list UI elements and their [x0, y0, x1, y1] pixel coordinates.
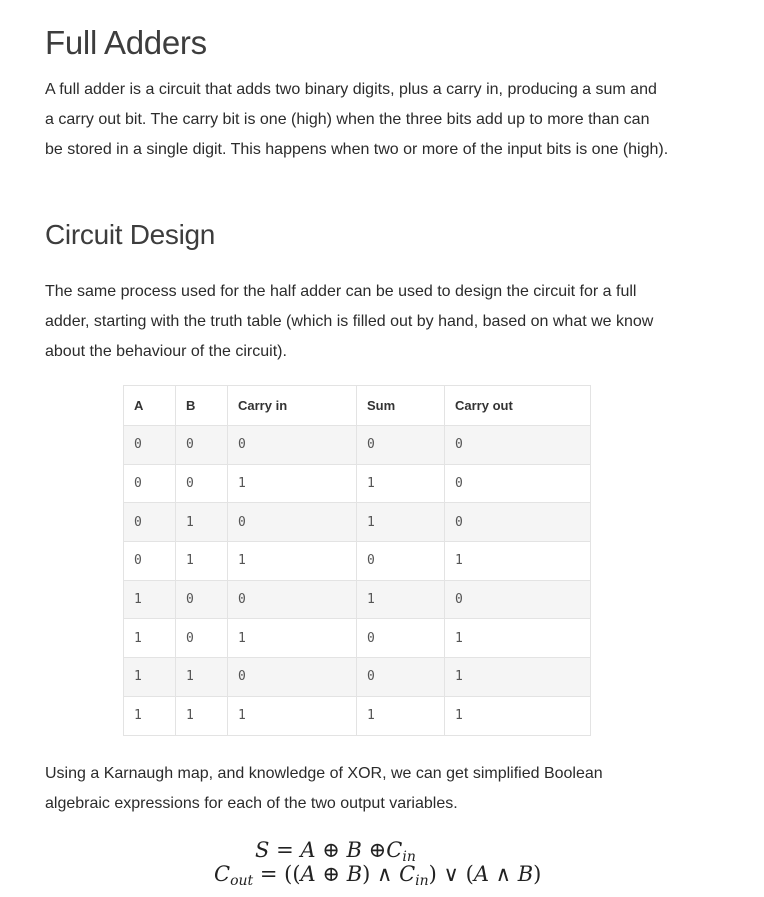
cell-b: 1 [176, 696, 228, 735]
cell-a: 1 [124, 658, 176, 697]
var-a: A [300, 862, 316, 886]
var-b: B [346, 838, 362, 862]
header-sum: Sum [357, 386, 445, 426]
cell-sum: 1 [357, 696, 445, 735]
and-operator: ∧ [495, 862, 512, 886]
header-carry-out: Carry out [445, 386, 591, 426]
cell-b: 0 [176, 580, 228, 619]
cell-carry-in: 0 [228, 658, 357, 697]
cell-b: 0 [176, 619, 228, 658]
sum-symbol: S [255, 838, 270, 862]
close-paren: ) [533, 862, 542, 886]
header-a: A [124, 386, 176, 426]
page-title: Full Adders [45, 24, 207, 61]
subscript-in: in [402, 849, 416, 865]
xor-operator: ⊕ [368, 838, 387, 862]
cell-carry-out: 1 [445, 658, 591, 697]
cell-carry-in: 0 [228, 503, 357, 542]
carry-equation [214, 862, 542, 889]
cell-b: 0 [176, 426, 228, 465]
cell-sum: 1 [357, 580, 445, 619]
cell-a: 0 [124, 464, 176, 503]
cell-carry-in: 0 [228, 426, 357, 465]
cell-sum: 0 [357, 658, 445, 697]
sum-equation [255, 838, 416, 865]
header-carry-in: Carry in [228, 386, 357, 426]
cell-carry-out: 1 [445, 542, 591, 581]
equals-sign: = [276, 838, 294, 862]
subscript-in: in [415, 873, 429, 889]
table-row [124, 619, 591, 658]
cell-b: 1 [176, 503, 228, 542]
table-row [124, 426, 591, 465]
intro-paragraph: A full adder is a circuit that adds two binary digits, plus a carry in, producing a sum and a carry out bit. The carry bit is one (high) when the three bits add up to more than can be stored in a single digit. This happens when two or more of the input bits is one (high). [45, 81, 669, 158]
cell-sum: 1 [357, 464, 445, 503]
cell-carry-out: 0 [445, 426, 591, 465]
cell-carry-out: 1 [445, 619, 591, 658]
open-paren: (( [284, 862, 301, 886]
cell-sum: 0 [357, 426, 445, 465]
section-paragraph: The same process used for the half adder can be used to design the circuit for a full adder, starting with the truth table (which is filled out by hand, based on what we know about the behaviour of the circuit). [45, 283, 654, 360]
table-row [124, 503, 591, 542]
or-operator: ∨ [443, 862, 459, 886]
truth-table [123, 385, 591, 736]
xor-operator: ⊕ [322, 862, 340, 886]
cell-a: 0 [124, 503, 176, 542]
cell-carry-out: 0 [445, 503, 591, 542]
cell-sum: 0 [357, 619, 445, 658]
cell-carry-out: 0 [445, 464, 591, 503]
var-c: C [386, 838, 403, 862]
cell-b: 0 [176, 464, 228, 503]
cell-carry-out: 0 [445, 580, 591, 619]
table-row [124, 542, 591, 581]
cell-b: 1 [176, 542, 228, 581]
cell-carry-in: 1 [228, 542, 357, 581]
cell-a: 1 [124, 696, 176, 735]
cell-sum: 1 [357, 503, 445, 542]
cell-carry-out: 1 [445, 696, 591, 735]
close-paren: ) [428, 862, 437, 886]
cell-carry-in: 1 [228, 696, 357, 735]
var-b: B [517, 862, 534, 886]
header-b: B [176, 386, 228, 426]
cell-carry-in: 0 [228, 580, 357, 619]
cell-carry-in: 1 [228, 464, 357, 503]
subscript-out: out [230, 873, 254, 889]
open-paren: ( [465, 862, 474, 886]
var-a: A [473, 862, 489, 886]
cell-carry-in: 1 [228, 619, 357, 658]
close-paren: ) [362, 862, 371, 886]
equals-sign: = [259, 862, 278, 886]
carry-symbol: C [214, 862, 231, 886]
cell-a: 1 [124, 580, 176, 619]
var-b: B [346, 862, 363, 886]
table-row [124, 658, 591, 697]
table-row [124, 696, 591, 735]
cell-sum: 0 [357, 542, 445, 581]
cell-a: 0 [124, 426, 176, 465]
cell-a: 1 [124, 619, 176, 658]
after-table-paragraph: Using a Karnaugh map, and knowledge of XOR, we can get simplified Boolean algebraic expressions for each of the two output variables. [45, 765, 603, 812]
cell-b: 1 [176, 658, 228, 697]
table-header-row [124, 386, 591, 426]
cell-a: 0 [124, 542, 176, 581]
and-operator: ∧ [377, 862, 393, 886]
var-a: A [300, 838, 316, 862]
table-row [124, 580, 591, 619]
xor-operator: ⊕ [322, 838, 340, 862]
table-row [124, 464, 591, 503]
var-c: C [399, 862, 416, 886]
section-heading: Circuit Design [45, 219, 216, 250]
